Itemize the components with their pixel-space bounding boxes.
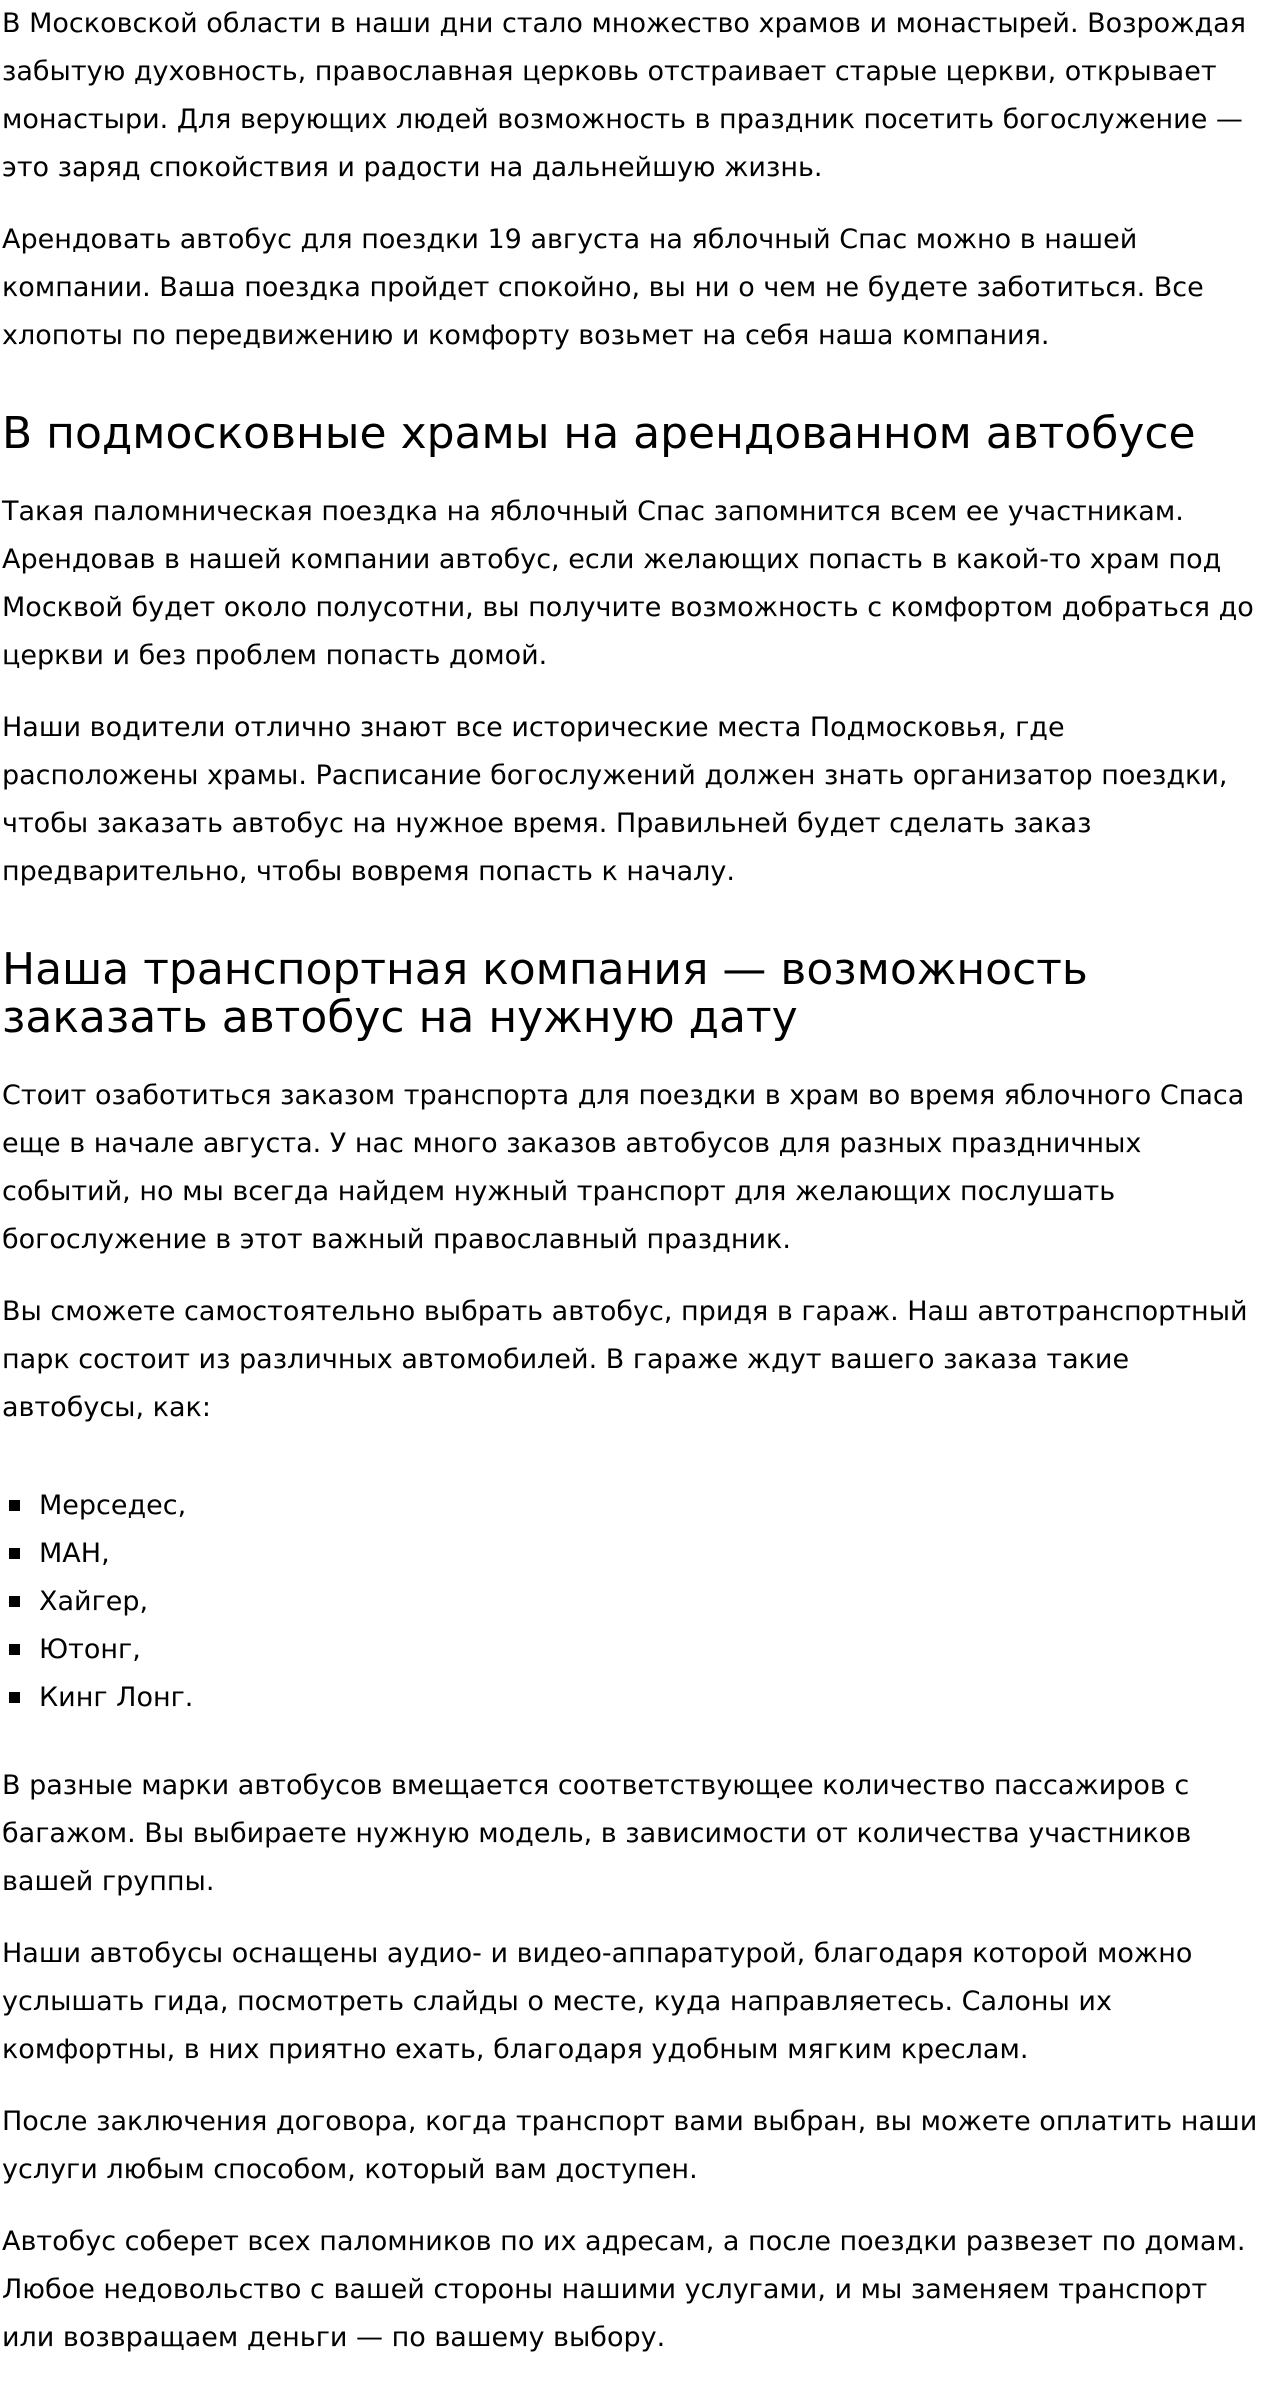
section2-paragraph: Автобус соберет всех паломников по их адресам, а после поездки развезет по домам. Любое недовольство с вашей стороны нашими услугами, и мы заменяем транспорт или возвращаем деньги — по вашему выбору. (2, 2226, 1246, 2353)
bullet-square-icon (9, 1548, 20, 1559)
bus-brand-list-item (2, 1530, 1258, 1578)
bus-brand-list (2, 1482, 1258, 1722)
section2-paragraph: После заключения договора, когда транспорт вами выбран, вы можете оплатить наши услуги любым способом, который вам доступен. (2, 2106, 1258, 2185)
intro-paragraph: В Московской области в наши дни стало множество храмов и монастырей. Возрождая забытую духовность, православная церковь отстраивает старые церкви, открывает монастыри. Для верующих людей возможность в праздник посетить богослужение — это заряд спокойствия и радости на дальнейшую жизнь. (2, 8, 1246, 183)
section1-paragraph: Такая паломническая поездка на яблочный Спас запомнится всем ее участникам. Арендовав в нашей компании автобус, если желающих попасть в какой-то храм под Москвой будет около полусотни, вы получите возможность с комфортом добраться до церкви и без проблем попасть домой. (2, 496, 1254, 671)
bus-brand-label: Мерседес, (39, 1490, 187, 1521)
bus-brand-label: МАН, (39, 1538, 110, 1569)
section1-heading: В подмосковные храмы на арендованном автобусе (2, 408, 1196, 459)
section2-heading: Наша транспортная компания — возможность заказать автобус на нужную дату (2, 944, 1088, 1043)
bus-brand-list-item (2, 1674, 1258, 1722)
section1-paragraph: Наши водители отлично знают все исторические места Подмосковья, где расположены храмы. Расписание богослужений должен знать организатор поездки, чтобы заказать автобус на нужное время. Правильней будет сделать заказ предварительно, чтобы вовремя попасть к началу. (2, 712, 1228, 887)
section2-paragraph: Вы сможете самостоятельно выбрать автобус, придя в гараж. Наш автотранспортный парк состоит из различных автомобилей. В гараже ждут вашего заказа такие автобусы, как: (2, 1296, 1248, 1423)
bullet-square-icon (9, 1596, 20, 1607)
bus-brand-list-item (2, 1482, 1258, 1530)
bus-brand-label: Хайгер, (39, 1586, 149, 1617)
bus-brand-label: Ютонг, (39, 1634, 141, 1665)
bus-brand-list-item (2, 1626, 1258, 1674)
bullet-square-icon (9, 1692, 20, 1703)
section2-paragraph: Наши автобусы оснащены аудио- и видео-аппаратурой, благодаря которой можно услышать гида, посмотреть слайды о месте, куда направляетесь. Салоны их комфортны, в них приятно ехать, благодаря удобным мягким креслам. (2, 1938, 1193, 2065)
bullet-square-icon (9, 1644, 20, 1655)
bus-brand-list-item (2, 1578, 1258, 1626)
bus-brand-label: Кинг Лонг. (39, 1682, 194, 1713)
intro-paragraph: Арендовать автобус для поездки 19 августа на яблочный Спас можно в нашей компании. Ваша поездка пройдет спокойно, вы ни о чем не будете заботиться. Все хлопоты по передвижению и комфорту возьмет на себя наша компания. (2, 224, 1204, 351)
section2-paragraph: Стоит озаботиться заказом транспорта для поездки в храм во время яблочного Спаса еще в начале августа. У нас много заказов автобусов для разных праздничных событий, но мы всегда найдем нужный транспорт для желающих послушать богослужение в этот важный православный праздник. (2, 1080, 1245, 1255)
bullet-square-icon (9, 1500, 20, 1511)
section2-paragraph: В разные марки автобусов вмещается соответствующее количество пассажиров с багажом. Вы выбираете нужную модель, в зависимости от количества участников вашей группы. (2, 1770, 1192, 1897)
